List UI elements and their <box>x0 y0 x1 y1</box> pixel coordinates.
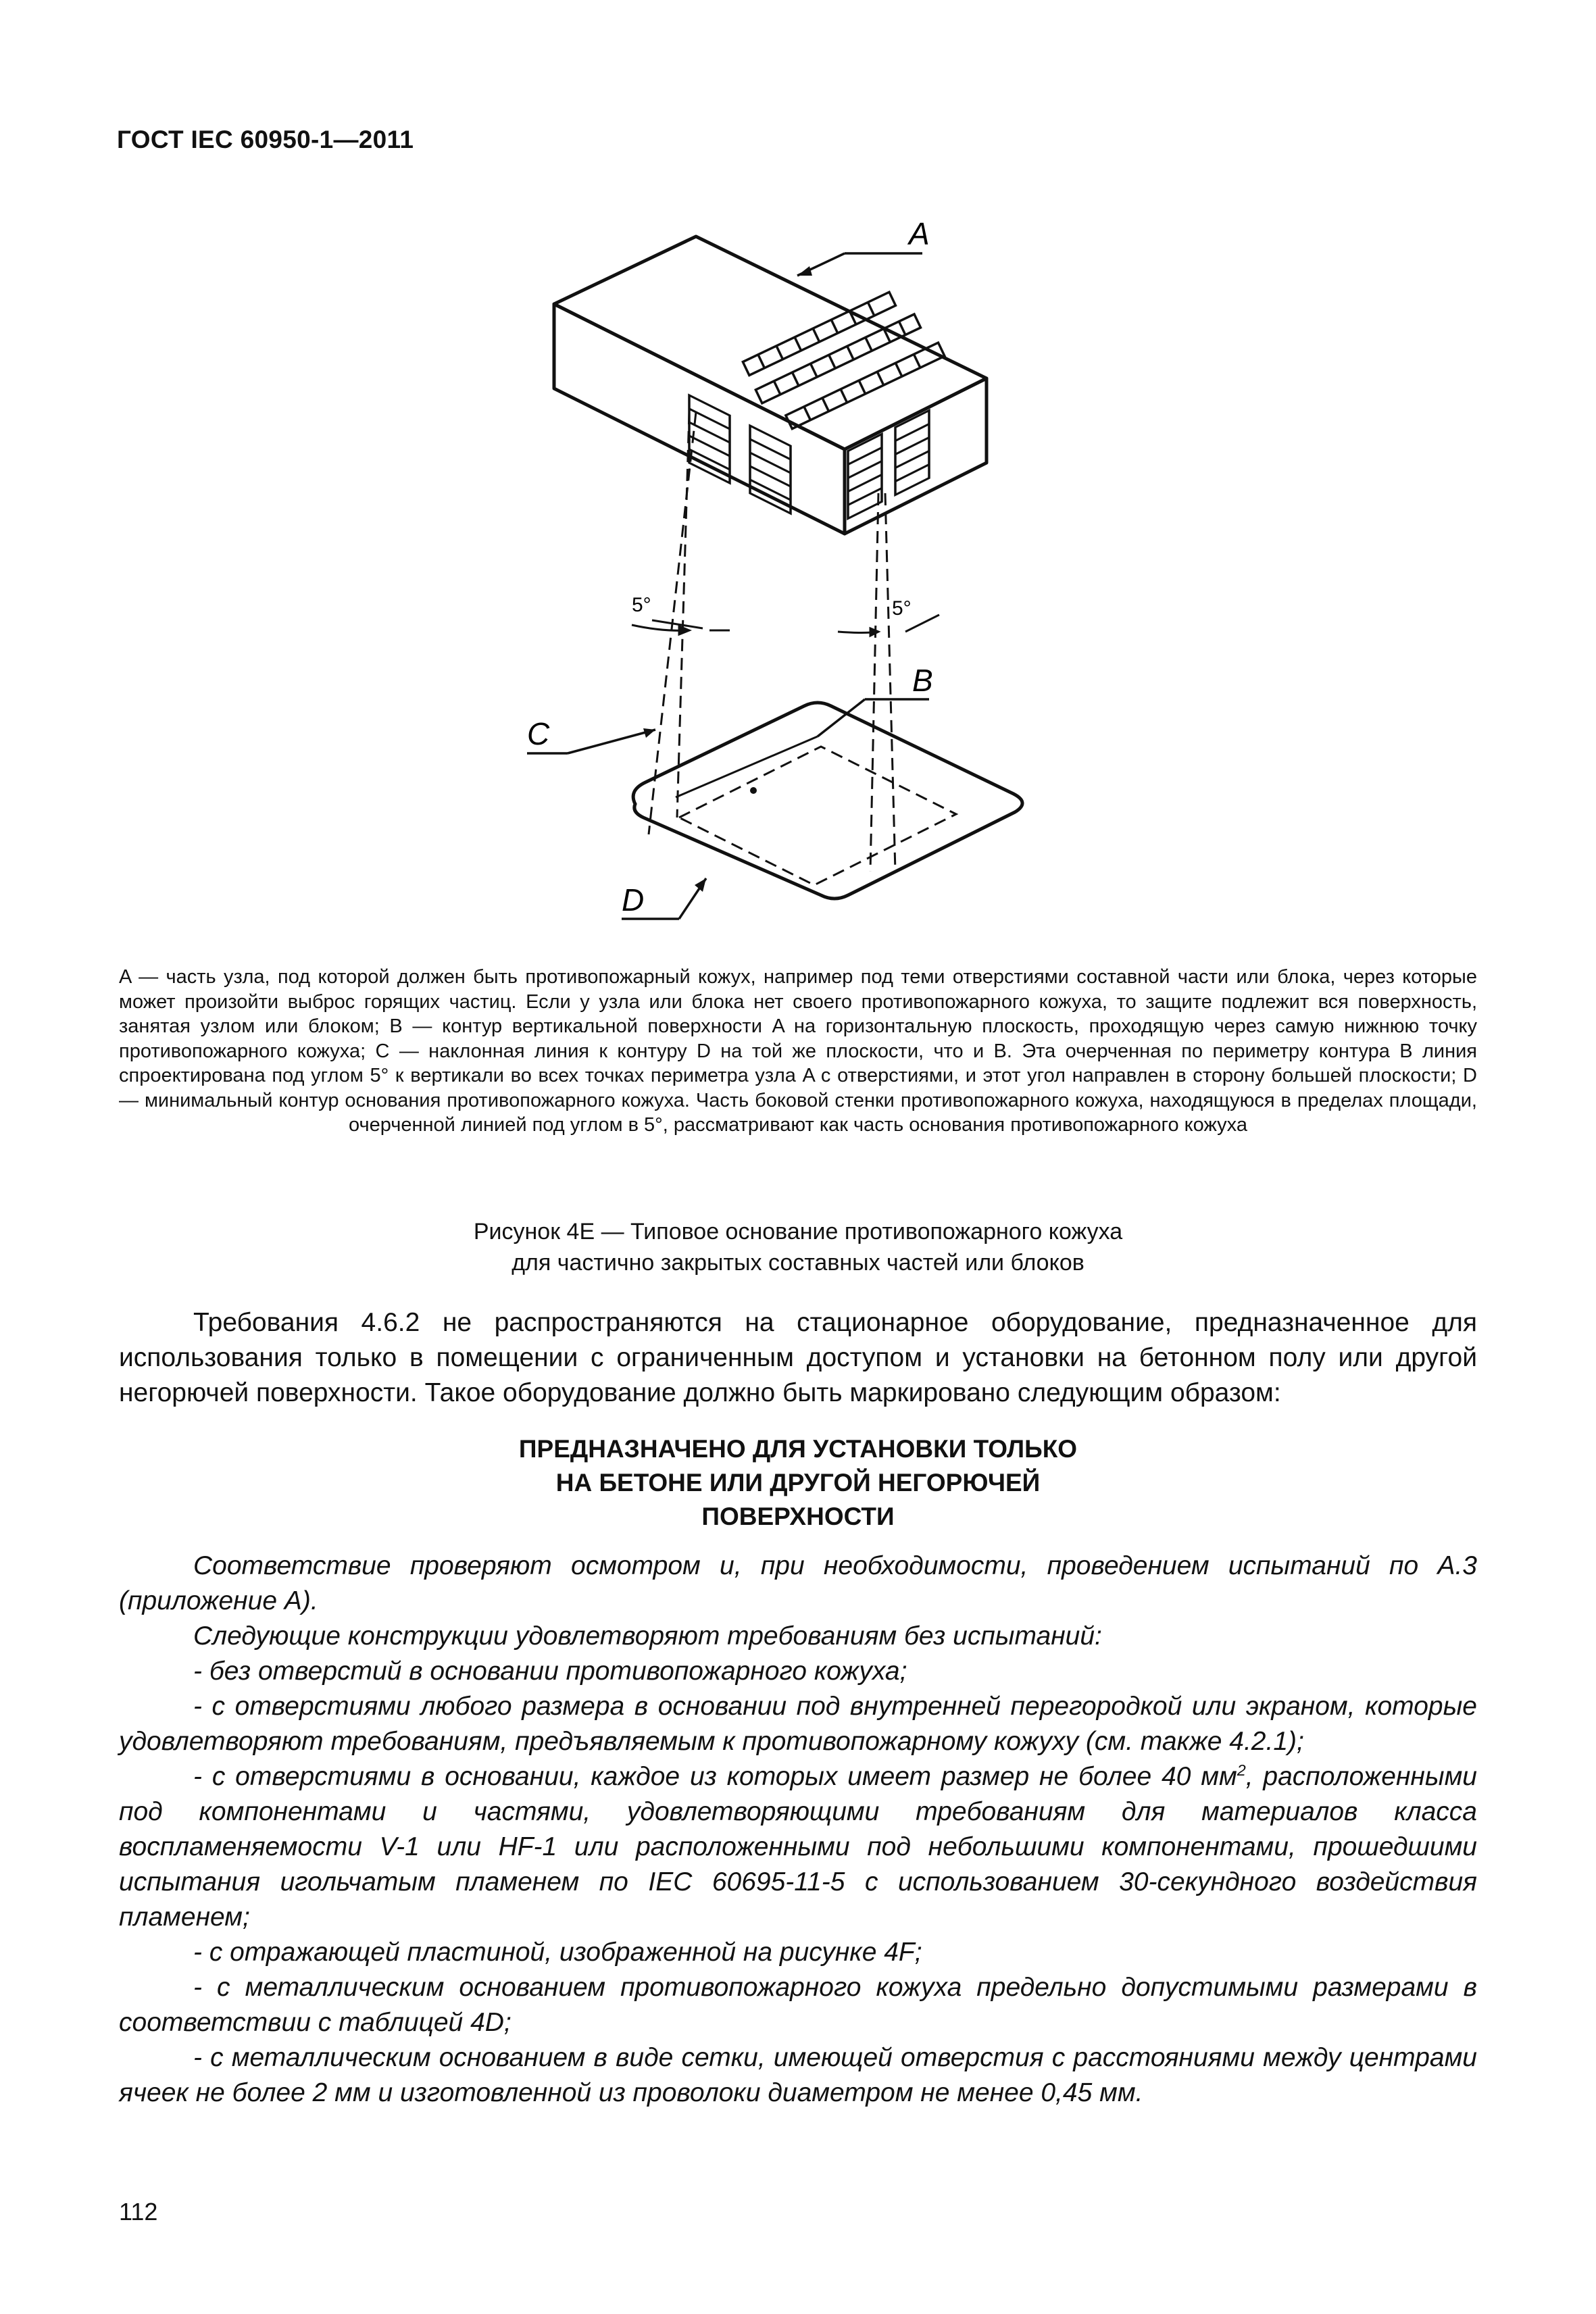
label-b: B <box>912 663 933 698</box>
projection-lines <box>649 412 956 885</box>
figure-legend: A — часть узла, под которой должен быть противопожарный кожух, например под теми отверстиями составной части или блока, через которые может произойти выброс горящих частиц. Если у узла или блока нет своего противопожарного кожуха, то защите подлежит вся поверхность, занятая узлом или блоком; B — контур вертикальной поверхности A на горизонтальную плоскость, проходящую через самую нижнюю точку противопожарного кожуха; C — наклонная линия к контуру D на той же плоскости, что и B. Эта очерченная по периметру контура B линия спроектирована под углом 5° к вертикали во всех точках периметра узла A с отверстиями, и этот угол направлен в сторону большей плоскости; D — минимальный контур основания противопожарного кожуха. Часть боковой стенки противопожарного кожуха, находящуюся в пределах площади, очерченной линией под углом в 5°, рассматривают как часть основания противопожарного кожуха <box>119 966 1477 1136</box>
base-outline-d <box>633 703 1022 899</box>
conformity-section <box>119 1549 1477 2111</box>
list-item: - с металлическим основанием противопожарного кожуха предельно допустимыми размерами в соответствии с таблицей 4D; <box>119 1973 1477 2037</box>
list-item <box>119 1759 1477 1935</box>
angle-right-label: 5° <box>892 597 912 620</box>
page-number: 112 <box>119 2198 158 2225</box>
following-paragraph: Следующие конструкции удовлетворяют требованиям без испытаний: <box>193 1621 1102 1651</box>
document-header: ГОСТ IEC 60950-1—2011 <box>117 126 414 153</box>
caption-line-2: для частично закрытых составных частей или блоков <box>512 1250 1084 1276</box>
marking-line-1: ПРЕДНАЗНАЧЕНО ДЛЯ УСТАНОВКИ ТОЛЬКО <box>518 1435 1078 1463</box>
label-a: A <box>909 216 930 251</box>
marking-text <box>119 1432 1477 1534</box>
figure-4e-diagram <box>527 196 1068 946</box>
side-louvers <box>689 395 929 518</box>
item3-part-b: , расположенными под компонентами и частями, удовлетворяющими требованиям для материалов класса воспламеняемости V-1 или HF-1 или расположенными под небольшими компонентами, прошедшими испытания игольчатым пламенем по IEC 60695-11-5 с использованием 30-секундного воздействия пламенем; <box>119 1762 1477 1932</box>
figure-caption <box>119 1216 1477 1278</box>
label-d: D <box>622 882 645 917</box>
list-item: - с металлическим основанием в виде сетки, имеющей отверстия с расстояниями между центрами ячеек не более 2 мм и изготовленной из проволоки диаметром не менее 0,45 мм. <box>119 2043 1477 2107</box>
caption-line-1: Рисунок 4Е — Типовое основание противопожарного кожуха <box>473 1219 1123 1244</box>
top-louvers <box>743 292 945 428</box>
angle-left-label: 5° <box>632 594 651 616</box>
label-c: C <box>527 716 550 751</box>
box-top-face <box>554 236 987 449</box>
marking-line-3: ПОВЕРХНОСТИ <box>701 1503 895 1530</box>
item3-part-a: - с отверстиями в основании, каждое из которых имеет размер не более 40 мм <box>193 1762 1237 1791</box>
item3-superscript: 2 <box>1237 1761 1246 1779</box>
intro-paragraph: Требования 4.6.2 не распространяются на стационарное оборудование, предназначенное для использования только в помещении с ограниченным доступом и установки на бетонном полу или другой негорючей поверхности. Такое оборудование должно быть маркировано следующим образом: <box>119 1308 1477 1407</box>
conformity-paragraph: Соответствие проверяют осмотром и, при необходимости, проведением испытаний по А.3 (приложение А). <box>119 1551 1477 1615</box>
list-item: - с отверстиями любого размера в основании под внутренней перегородкой или экраном, которые удовлетворяют требованиям, предъявляемым к противопожарному кожуху (см. также 4.2.1); <box>119 1692 1477 1756</box>
box-left-face <box>554 304 845 534</box>
list-item: - без отверстий в основании противопожарного кожуха; <box>193 1657 907 1686</box>
list-item: - с отражающей пластиной, изображенной на рисунке 4F; <box>193 1938 922 1967</box>
marking-line-2: НА БЕТОНЕ ИЛИ ДРУГОЙ НЕГОРЮЧЕЙ <box>555 1469 1041 1496</box>
